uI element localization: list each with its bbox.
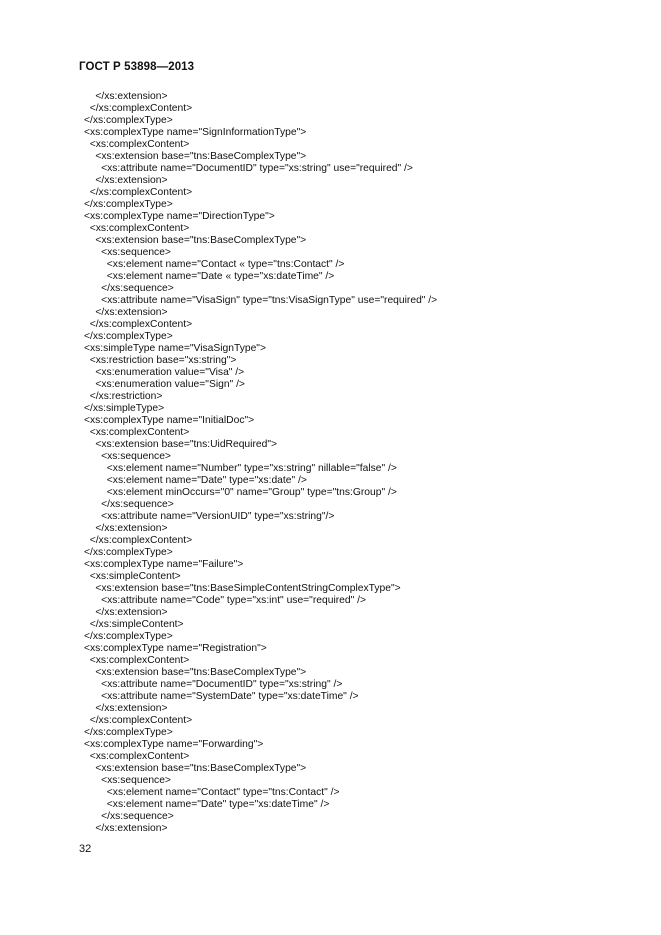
- code-line: <xs:sequence>: [101, 451, 171, 462]
- code-line: </xs:sequence>: [101, 283, 174, 294]
- code-line: <xs:simpleType name="VisaSignType">: [84, 343, 266, 354]
- code-line: <xs:complexContent>: [89, 751, 190, 762]
- code-line: <xs:attribute name="VersionUID" type="xs:string"/>: [101, 511, 335, 522]
- code-line: </xs:complexType>: [84, 115, 173, 126]
- code-line: <xs:enumeration value="Visa" />: [95, 367, 245, 378]
- code-line: <xs:attribute name="DocumentID" type="xs:string" />: [101, 679, 343, 690]
- code-line: <xs:complexContent>: [89, 427, 190, 438]
- code-line: </xs:complexType>: [84, 199, 173, 210]
- code-line: <xs:attribute name="DocumentID" type="xs:string" use="required" />: [101, 163, 413, 174]
- code-line: <xs:simpleContent>: [89, 571, 181, 582]
- code-line: <xs:complexType name="InitialDoc">: [84, 415, 255, 426]
- code-line: <xs:restriction base="xs:string">: [89, 355, 237, 366]
- code-line: </xs:complexContent>: [89, 187, 193, 198]
- code-line: </xs:extension>: [95, 91, 168, 102]
- code-line: <xs:element name="Contact" type="tns:Contact" />: [106, 787, 340, 798]
- code-line: </xs:complexType>: [84, 727, 173, 738]
- code-line: <xs:element name="Date" type="xs:date" />: [106, 475, 307, 486]
- code-line: </xs:extension>: [95, 823, 168, 834]
- code-line: </xs:complexContent>: [89, 535, 193, 546]
- code-line: </xs:extension>: [95, 703, 168, 714]
- code-line: <xs:element name="Date « type="xs:dateTime" />: [106, 271, 335, 282]
- code-line: <xs:element name="Date" type="xs:dateTime" />: [106, 799, 330, 810]
- code-line: <xs:attribute name="SystemDate" type="xs:dateTime" />: [101, 691, 359, 702]
- code-line: </xs:extension>: [95, 307, 168, 318]
- code-line: </xs:complexContent>: [89, 319, 193, 330]
- code-line: <xs:attribute name="Code" type="xs:int" use="required" />: [101, 595, 367, 606]
- code-line: </xs:complexType>: [84, 631, 173, 642]
- code-line: <xs:element name="Contact « type="tns:Contact" />: [106, 259, 345, 270]
- code-line: </xs:simpleContent>: [89, 619, 184, 630]
- code-line: <xs:complexType name="SignInformationType">: [84, 127, 307, 138]
- code-line: <xs:extension base="tns:BaseComplexType">: [95, 763, 307, 774]
- code-line: </xs:extension>: [95, 175, 168, 186]
- code-line: </xs:sequence>: [101, 811, 174, 822]
- code-line: <xs:extension base="tns:BaseSimpleContentStringComplexType">: [95, 583, 401, 594]
- code-line: <xs:attribute name="VisaSign" type="tns:VisaSignType" use="required" />: [101, 295, 438, 306]
- code-line: </xs:restriction>: [89, 391, 163, 402]
- code-line: <xs:enumeration value="Sign" />: [95, 379, 245, 390]
- code-line: </xs:complexType>: [84, 547, 173, 558]
- code-line: </xs:complexType>: [84, 331, 173, 342]
- code-line: </xs:extension>: [95, 607, 168, 618]
- code-line: </xs:extension>: [95, 523, 168, 534]
- document-standard-header: ГОСТ Р 53898—2013: [79, 61, 195, 73]
- code-line: <xs:extension base="tns:BaseComplexType">: [95, 667, 307, 678]
- xml-schema-code-block: [79, 91, 437, 835]
- code-line: </xs:complexContent>: [89, 103, 193, 114]
- page-number: 32: [79, 843, 92, 855]
- code-line: <xs:complexContent>: [89, 655, 190, 666]
- code-line: <xs:complexContent>: [89, 139, 190, 150]
- code-line: </xs:simpleType>: [84, 403, 165, 414]
- code-line: <xs:sequence>: [101, 775, 171, 786]
- code-line: <xs:sequence>: [101, 247, 171, 258]
- code-line: <xs:complexContent>: [89, 223, 190, 234]
- code-line: </xs:sequence>: [101, 499, 174, 510]
- code-line: <xs:extension base="tns:BaseComplexType">: [95, 151, 307, 162]
- code-line: <xs:element minOccurs="0" name="Group" type="tns:Group" />: [106, 487, 397, 498]
- code-line: <xs:extension base="tns:BaseComplexType">: [95, 235, 307, 246]
- code-line: <xs:complexType name="Registration">: [84, 643, 267, 654]
- code-line: <xs:complexType name="Failure">: [84, 559, 244, 570]
- code-line: </xs:complexContent>: [89, 715, 193, 726]
- code-line: <xs:complexType name="Forwarding">: [84, 739, 264, 750]
- code-line: <xs:extension base="tns:UidRequired">: [95, 439, 277, 450]
- code-line: <xs:complexType name="DirectionType">: [84, 211, 275, 222]
- code-line: <xs:element name="Number" type="xs:string" nillable="false" />: [106, 463, 397, 474]
